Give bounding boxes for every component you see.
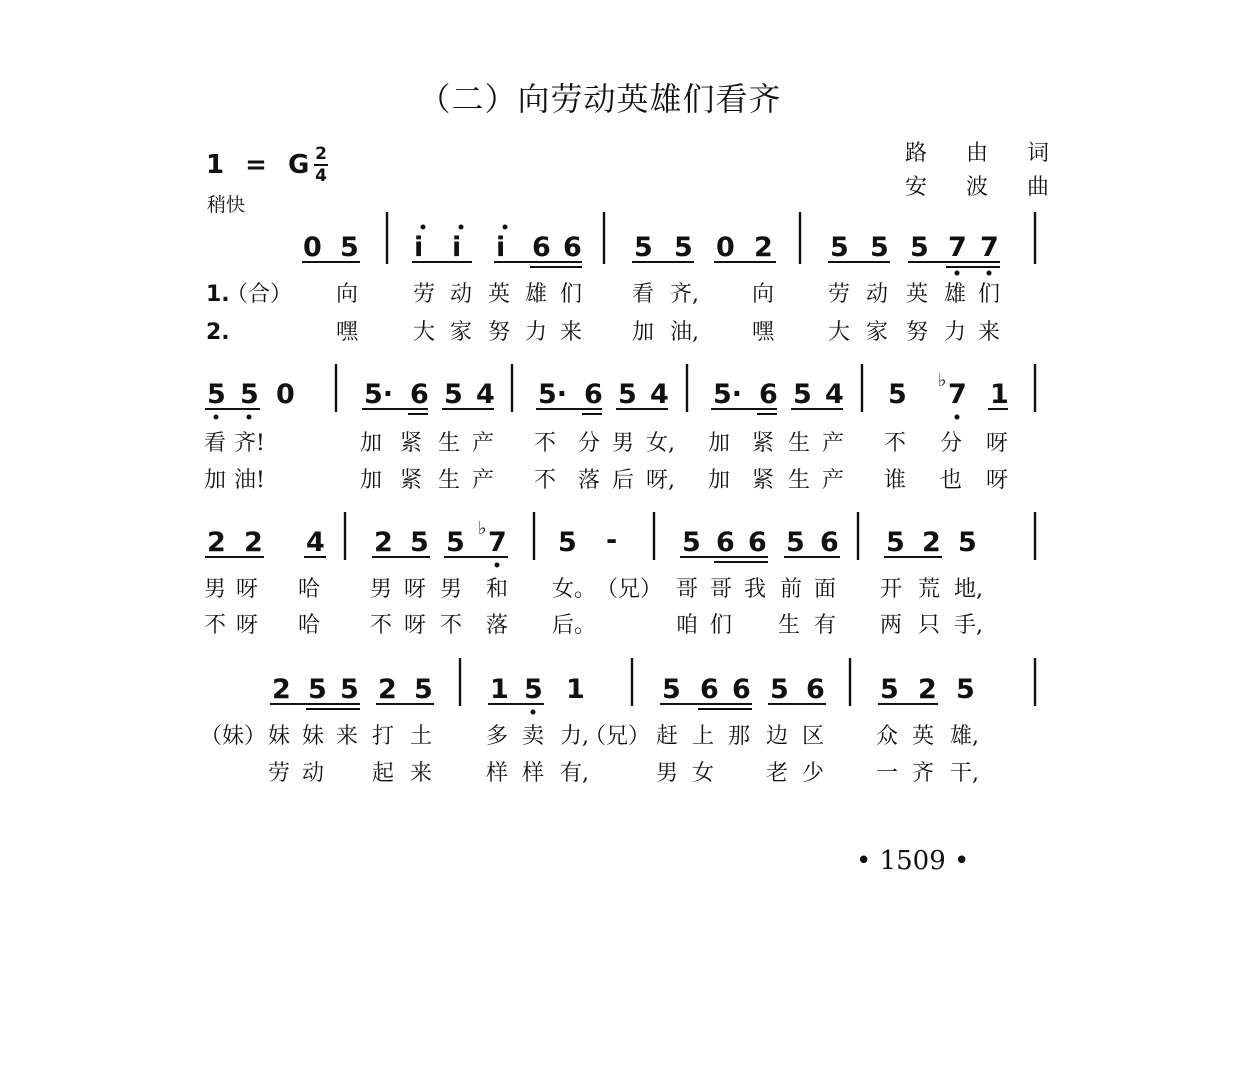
lyric: 英 (488, 282, 511, 307)
lyric: 老 (766, 761, 789, 786)
lyric: 呀 (986, 468, 1009, 493)
lyric: 土 (410, 724, 433, 749)
note: 2 (922, 527, 941, 558)
note: 4 (650, 379, 669, 410)
lyric: 也 (940, 468, 963, 493)
lyric: 哈 (298, 577, 321, 602)
note: 5 (682, 527, 701, 558)
note: 6 (410, 379, 429, 410)
lyric: 雄 (525, 282, 548, 307)
lyric: 动 (302, 761, 325, 786)
lyric: 和 (486, 577, 509, 602)
lyric: 们 (710, 613, 733, 638)
lyric: 劳 (828, 282, 851, 307)
note: 5 (618, 379, 637, 410)
lyric: 有 (814, 613, 837, 638)
lyric: 加 (632, 320, 655, 345)
lyric: 家 (866, 320, 889, 345)
lyric: 生 (438, 431, 461, 456)
note: 6 (732, 674, 751, 705)
note: 5 (870, 232, 889, 263)
lyric: 生 (788, 431, 811, 456)
lyric: 谁 (884, 468, 907, 493)
note: 5 (410, 527, 429, 558)
lyric: 们 (560, 282, 583, 307)
lyric: 向 (336, 282, 359, 307)
lyric: 劳 (268, 761, 291, 786)
note: i (414, 232, 424, 263)
note: 5 (674, 232, 693, 263)
lyric: 来 (410, 761, 433, 786)
note: 7 (488, 527, 507, 558)
note: i (496, 232, 506, 263)
lyric: 后。 (552, 613, 597, 638)
lyric: 呀 (404, 577, 427, 602)
note: 2 (754, 232, 773, 263)
lyric: 紧 (400, 468, 423, 493)
lyric: 咱 (676, 613, 699, 638)
lyric: 样 (486, 761, 509, 786)
note: 5 (414, 674, 433, 705)
lyric: 样 (522, 761, 545, 786)
lyric: 看 (632, 282, 655, 307)
lyric: 向 (752, 282, 775, 307)
low-octave-dot (987, 271, 992, 276)
lyric: 起 (372, 761, 395, 786)
lyric: 产 (472, 468, 495, 493)
lyric: 加 (360, 468, 383, 493)
vocal-part-label: （兄） (596, 577, 663, 602)
note: 6 (806, 674, 825, 705)
lyric: 落 (486, 613, 509, 638)
note: 0 (276, 379, 295, 410)
lyric: 分 (940, 431, 963, 456)
lyric: 不 (204, 613, 227, 638)
note: 5· (713, 379, 743, 410)
lyric: 力, (560, 724, 589, 749)
score-row-1 (206, 212, 1035, 345)
note-dash: - (606, 525, 618, 556)
lyric: 看 (204, 431, 227, 456)
low-octave-dot (247, 415, 252, 420)
note: 5 (886, 527, 905, 558)
score-row-2 (204, 364, 1035, 493)
lyric: 女 (692, 761, 715, 786)
lyric: 家 (450, 320, 473, 345)
low-octave-dot (495, 563, 500, 568)
lyric: 那 (728, 724, 751, 749)
lyric: 呀, (646, 468, 675, 493)
flat-accidental: ♭ (938, 370, 947, 391)
lyric: 女。 (552, 577, 597, 602)
note: 5 (444, 379, 463, 410)
note: i (452, 232, 462, 263)
lyric: 后 (612, 468, 635, 493)
lyric: 呀 (986, 431, 1009, 456)
note: 7 (980, 232, 999, 263)
lyric: 多 (486, 724, 509, 749)
lyric: 赶 (656, 724, 679, 749)
lyric: 男 (370, 577, 393, 602)
lyric: 打 (372, 724, 395, 749)
lyric: 不 (534, 431, 557, 456)
note: 5 (786, 527, 805, 558)
lyric: 有, (560, 761, 589, 786)
lyric: 不 (534, 468, 557, 493)
note: 0 (303, 232, 322, 263)
lyric: 两 (880, 613, 903, 638)
lyric: 不 (884, 431, 907, 456)
lyric: 油! (234, 468, 265, 493)
note: 5 (956, 674, 975, 705)
lyric: 面 (814, 577, 837, 602)
lyric: 加 (708, 431, 731, 456)
tempo-marking: 稍快 (207, 194, 246, 216)
lyric: 英 (906, 282, 929, 307)
lyric: 落 (578, 468, 601, 493)
note: 2 (378, 674, 397, 705)
lyric: 区 (802, 724, 825, 749)
note: 7 (948, 379, 967, 410)
note: 5 (880, 674, 899, 705)
note: 4 (306, 527, 325, 558)
verse-number: 2. (206, 320, 230, 345)
lyric: 加 (708, 468, 731, 493)
lyric: 呀 (236, 613, 259, 638)
low-octave-dot (214, 415, 219, 420)
note: 6 (532, 232, 551, 263)
lyric: 动 (450, 282, 473, 307)
lyric: 地, (954, 577, 983, 602)
lyricist-credit: 路 由 词 (905, 141, 1065, 166)
lyric: 力 (944, 320, 967, 345)
lyric: 英 (912, 724, 935, 749)
lyric: 齐, (670, 282, 699, 307)
lyric: 前 (780, 577, 803, 602)
lyric: 生 (778, 613, 801, 638)
note: 2 (244, 527, 263, 558)
note: 5 (340, 232, 359, 263)
low-octave-dot (531, 710, 536, 715)
lyric: 哥 (676, 577, 699, 602)
composer-credit: 安 波 曲 (905, 175, 1065, 200)
note: 2 (374, 527, 393, 558)
note: 1 (490, 674, 509, 705)
note: 5 (634, 232, 653, 263)
lyric: 不 (440, 613, 463, 638)
page-number: • 1509 • (856, 846, 970, 876)
note: 5 (240, 379, 259, 410)
lyric: 雄, (950, 724, 979, 749)
note: 5 (830, 232, 849, 263)
lyric: 生 (788, 468, 811, 493)
lyric: 荒 (918, 577, 941, 602)
lyric: 力 (525, 320, 548, 345)
lyric: 产 (822, 431, 845, 456)
note: 1 (566, 674, 585, 705)
note: 5 (888, 379, 907, 410)
note: 5· (364, 379, 394, 410)
lyric: 大 (828, 320, 851, 345)
lyric: 妹 (302, 724, 325, 749)
lyric: 只 (918, 613, 941, 638)
note: 5 (308, 674, 327, 705)
note: 2 (207, 527, 226, 558)
note: 0 (716, 232, 735, 263)
lyric: 生 (438, 468, 461, 493)
lyric: 劳 (413, 282, 436, 307)
lyric: 哥 (710, 577, 733, 602)
lyric: 卖 (522, 724, 545, 749)
note: 5 (524, 674, 543, 705)
score-row-3 (204, 512, 1035, 638)
low-octave-dot (955, 415, 960, 420)
lyric: 呀 (404, 613, 427, 638)
lyric: 产 (472, 431, 495, 456)
lyric: 干, (950, 761, 979, 786)
verse-number: 1. (206, 282, 230, 307)
note: 5 (446, 527, 465, 558)
lyric: 齐 (912, 761, 935, 786)
lyric: 哈 (298, 613, 321, 638)
low-octave-dot (955, 271, 960, 276)
lyric: 女, (646, 431, 675, 456)
lyric: 来 (336, 724, 359, 749)
lyric: 加 (360, 431, 383, 456)
time-signature-top: 2 (315, 144, 327, 164)
lyric: 动 (866, 282, 889, 307)
lyric: 雄 (944, 282, 967, 307)
lyric: 边 (766, 724, 789, 749)
lyric: 紧 (752, 468, 775, 493)
lyric: 男 (440, 577, 463, 602)
lyric: 们 (978, 282, 1001, 307)
score-row-4 (200, 658, 1035, 786)
note: 5· (538, 379, 568, 410)
lyric: 手, (954, 613, 983, 638)
note: 6 (748, 527, 767, 558)
lyric: 男 (204, 577, 227, 602)
note: 6 (820, 527, 839, 558)
lyric: 少 (802, 761, 825, 786)
lyric: 嘿 (752, 320, 775, 345)
time-signature-bottom: 4 (315, 166, 327, 186)
note: 5 (910, 232, 929, 263)
lyric: 努 (488, 320, 511, 345)
key-signature: 1 = G (206, 150, 316, 180)
high-octave-dot (421, 225, 426, 230)
note: 5 (207, 379, 226, 410)
lyric: 努 (906, 320, 929, 345)
lyric: 众 (876, 724, 899, 749)
lyric: 一 (876, 761, 899, 786)
vocal-part-label: （妹） (200, 724, 267, 749)
note: 5 (770, 674, 789, 705)
lyric: 来 (978, 320, 1001, 345)
lyric: 呀 (236, 577, 259, 602)
note: 5 (340, 674, 359, 705)
lyric: 来 (560, 320, 583, 345)
song-title: （二）向劳动英雄们看齐 (418, 80, 782, 118)
lyric: 产 (822, 468, 845, 493)
lyric: 齐! (234, 431, 265, 456)
vocal-part-label: （兄） (584, 724, 651, 749)
lyric: 分 (578, 431, 601, 456)
lyric: 大 (413, 320, 436, 345)
lyric: 嘿 (336, 320, 359, 345)
lyric: 男 (656, 761, 679, 786)
high-octave-dot (459, 225, 464, 230)
note: 5 (958, 527, 977, 558)
lyric: 油, (670, 320, 699, 345)
note: 5 (558, 527, 577, 558)
lyric: 妹 (268, 724, 291, 749)
note: 1 (990, 379, 1009, 410)
lyric: 加 (204, 468, 227, 493)
note: 6 (563, 232, 582, 263)
note: 6 (759, 379, 778, 410)
vocal-part-label: （合） (226, 282, 293, 307)
note: 4 (825, 379, 844, 410)
lyric: 男 (612, 431, 635, 456)
flat-accidental: ♭ (478, 518, 487, 539)
note: 4 (476, 379, 495, 410)
lyric: 不 (370, 613, 393, 638)
lyric: 上 (692, 724, 715, 749)
note: 5 (793, 379, 812, 410)
note: 5 (662, 674, 681, 705)
note: 6 (584, 379, 603, 410)
lyric: 紧 (752, 431, 775, 456)
note: 7 (948, 232, 967, 263)
lyric: 开 (880, 577, 903, 602)
lyric: 紧 (400, 431, 423, 456)
note: 6 (700, 674, 719, 705)
note: 6 (716, 527, 735, 558)
note: 2 (918, 674, 937, 705)
note: 2 (272, 674, 291, 705)
high-octave-dot (503, 225, 508, 230)
lyric: 我 (744, 577, 767, 602)
